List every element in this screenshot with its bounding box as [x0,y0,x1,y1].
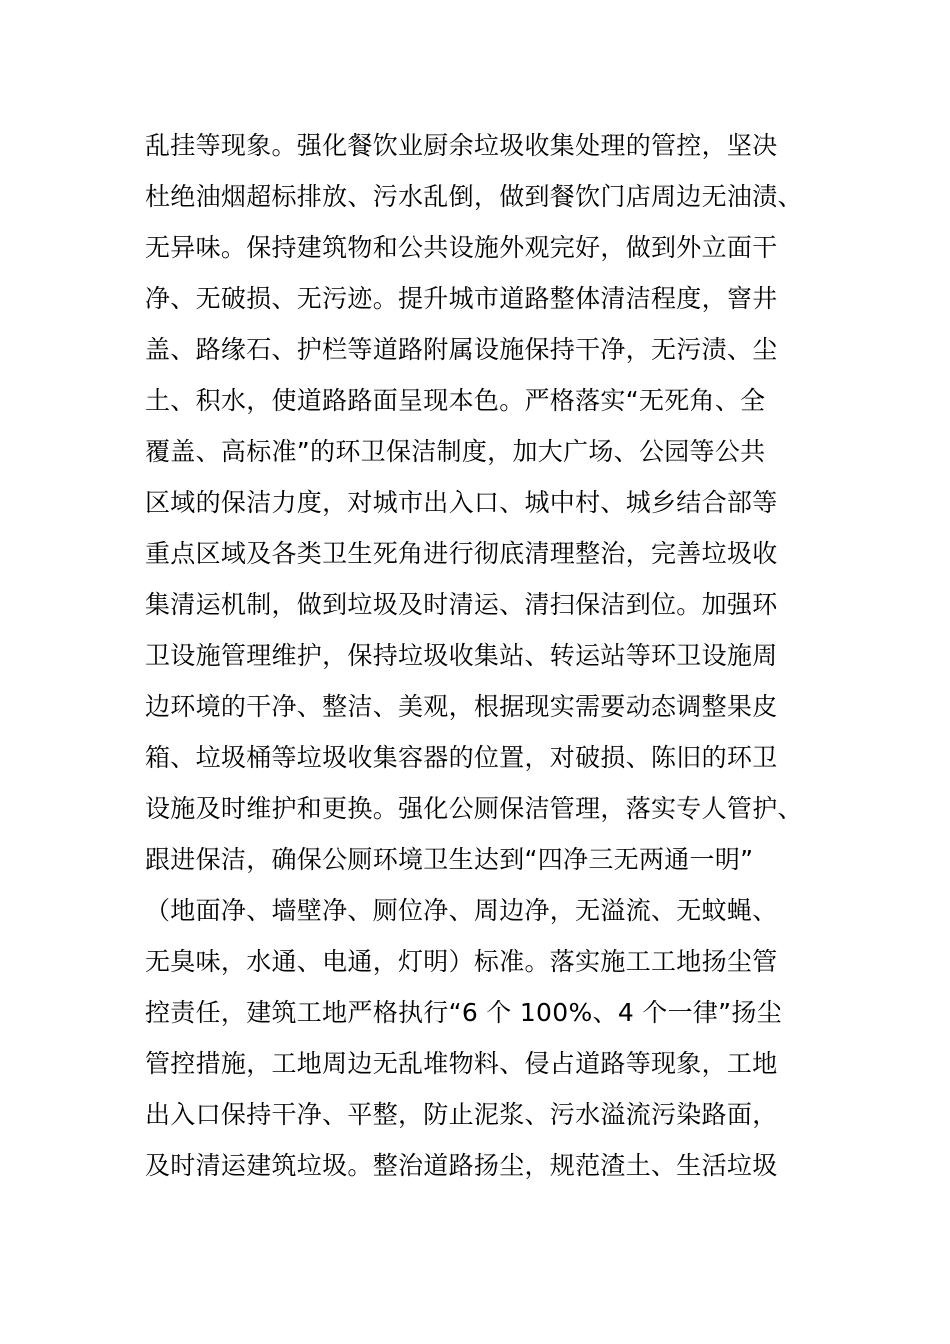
text-line: 控责任，建筑工地严格执行“6 个 100%、4 个一律”扬尘 [145,998,783,1027]
text-line: 土、积水，使道路路面呈现本色。严格落实“无死角、全 [145,386,766,415]
text-line: 集清运机制，做到垃圾及时清运、清扫保洁到位。加强环 [145,590,778,619]
text-line: 及时清运建筑垃圾。整治道路扬尘，规范渣土、生活垃圾 [145,1151,778,1180]
text-line: 无臭味，水通、电通，灯明）标准。落实施工工地扬尘管 [145,947,778,976]
text-line: 箱、垃圾桶等垃圾收集容器的位置，对破损、陈旧的环卫 [145,743,778,772]
text-line: 乱挂等现象。强化餐饮业厨余垃圾收集处理的管控，坚决 [145,131,778,160]
text-line: 杜绝油烟超标排放、污水乱倒，做到餐饮门店周边无油渍、 [145,182,803,211]
text-line: 覆盖、高标准”的环卫保洁制度，加大广场、公园等公共 [145,437,766,466]
text-line: 边环境的干净、整洁、美观，根据现实需要动态调整果皮 [145,692,778,721]
text-line: 卫设施管理维护，保持垃圾收集站、转运站等环卫设施周 [145,641,778,670]
text-line: 盖、路缘石、护栏等道路附属设施保持干净，无污渍、尘 [145,335,778,364]
body-text [145,120,825,1191]
text-line: 管控措施，工地周边无乱堆物料、侵占道路等现象，工地 [145,1049,778,1078]
text-line: 净、无破损、无污迹。提升城市道路整体清洁程度，窨井 [145,284,778,313]
text-line: 设施及时维护和更换。强化公厕保洁管理，落实专人管护、 [145,794,803,823]
text-line: 重点区域及各类卫生死角进行彻底清理整治，完善垃圾收 [145,539,778,568]
text-line: 出入口保持干净、平整，防止泥浆、污水溢流污染路面， [145,1100,778,1129]
text-line: 区域的保洁力度，对城市出入口、城中村、城乡结合部等 [145,488,778,517]
text-line: 跟进保洁，确保公厕环境卫生达到“四净三无两通一明” [145,845,754,874]
text-line: （地面净、墙壁净、厕位净、周边净，无溢流、无蚊蝇、 [145,896,778,925]
text-line: 无异味。保持建筑物和公共设施外观完好，做到外立面干 [145,233,778,262]
